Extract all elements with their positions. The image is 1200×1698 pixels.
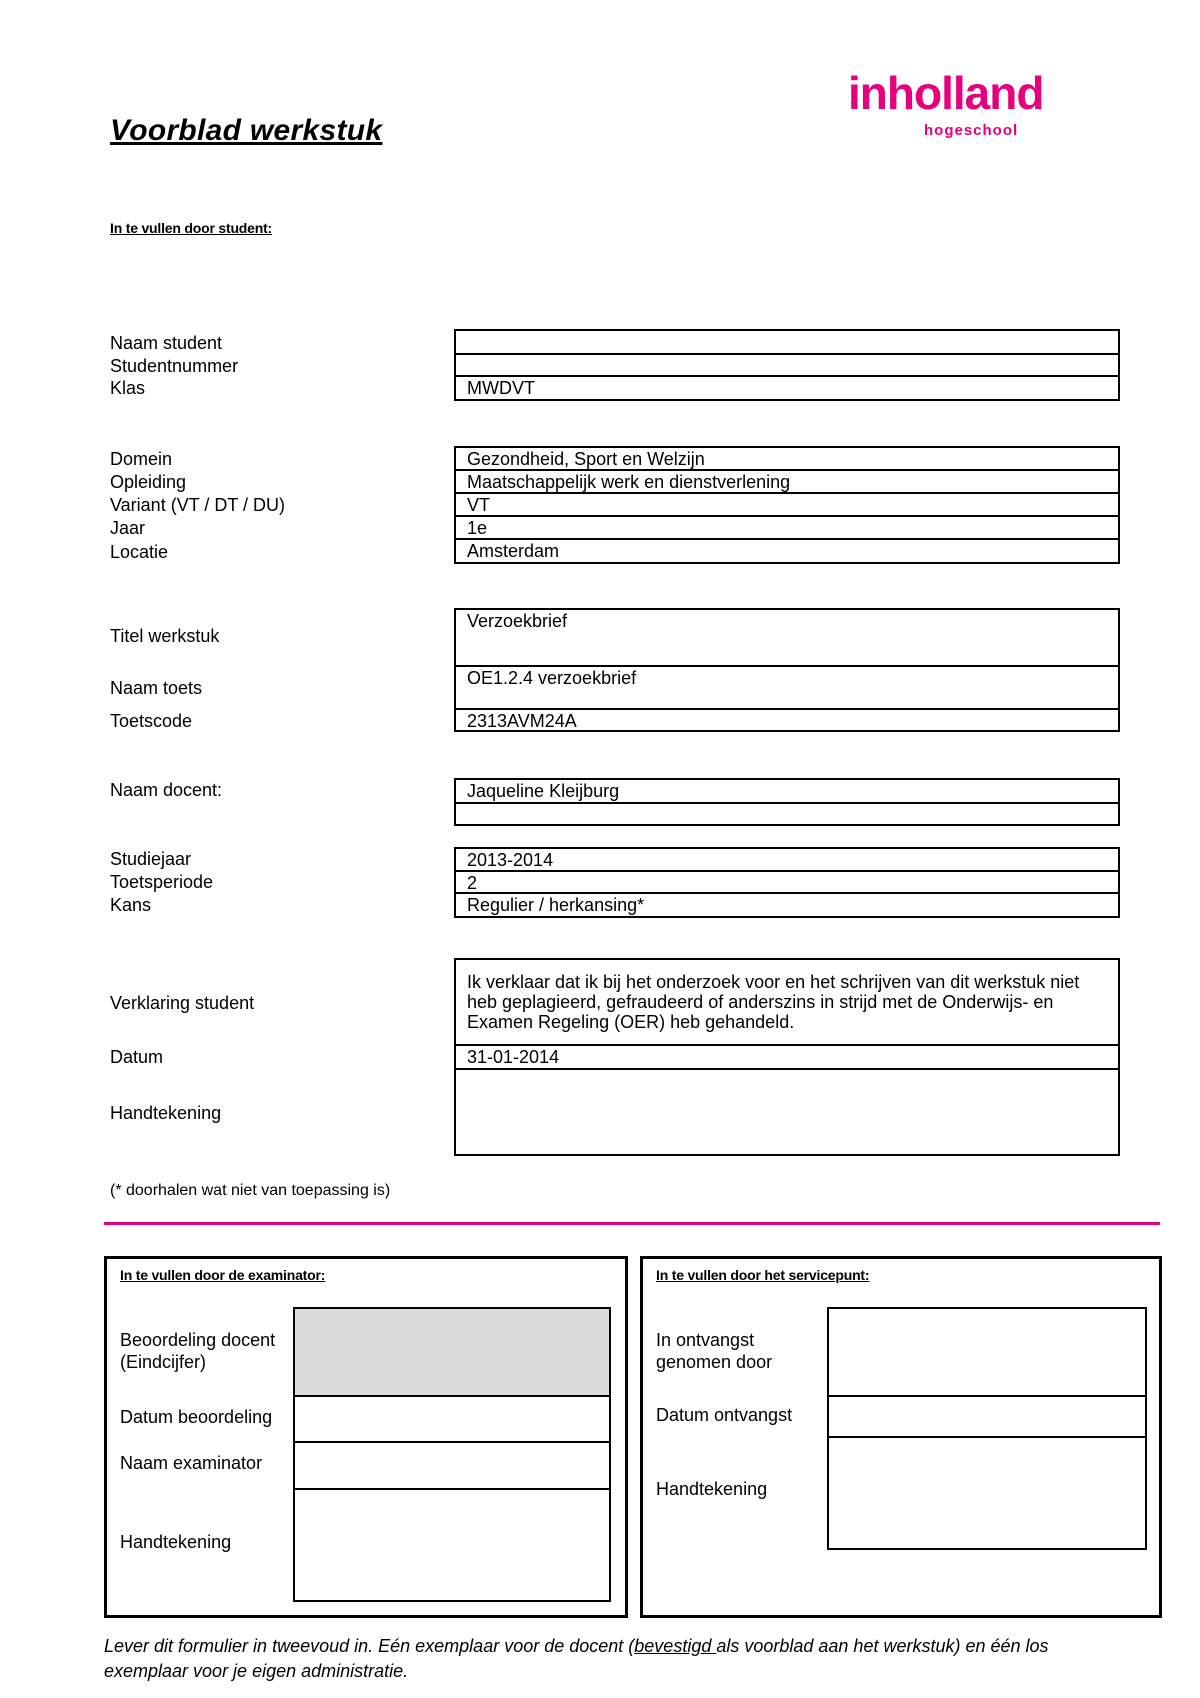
label-datum-beoordeling: Datum beoordeling bbox=[120, 1407, 273, 1427]
footer-instructions bbox=[104, 1634, 1104, 1684]
handtekening-servicepunt-field[interactable] bbox=[829, 1438, 1145, 1548]
label-titel-werkstuk: Titel werkstuk bbox=[110, 626, 220, 646]
label-datum: Datum bbox=[110, 1047, 164, 1067]
student-section-heading: In te vullen door student: bbox=[110, 220, 273, 236]
label-handtekening-examinator: Handtekening bbox=[120, 1532, 232, 1552]
section-divider bbox=[104, 1222, 1160, 1225]
student-info-table bbox=[454, 329, 1120, 401]
label-naam-docent: Naam docent: bbox=[110, 780, 223, 800]
page-title: Voorblad werkstuk bbox=[110, 114, 383, 147]
label-in-ontvangst: In ontvangst genomen door bbox=[656, 1330, 773, 1372]
examiner-section-heading: In te vullen door de examinator: bbox=[120, 1267, 326, 1283]
kans-field[interactable]: Regulier / herkansing* bbox=[467, 895, 645, 915]
datum-ontvangst-field[interactable] bbox=[829, 1397, 1145, 1438]
naam-student-field[interactable] bbox=[456, 331, 1118, 355]
label-naam-student: Naam student bbox=[110, 333, 223, 353]
handtekening-examinator-field[interactable] bbox=[295, 1490, 609, 1600]
naam-examinator-field[interactable] bbox=[295, 1443, 609, 1490]
domein-field[interactable]: Gezondheid, Sport en Welzijn bbox=[456, 448, 1118, 471]
label-domein: Domein bbox=[110, 449, 173, 469]
declaration-table bbox=[454, 958, 1120, 1156]
inholland-logo bbox=[848, 67, 1080, 152]
label-toetscode: Toetscode bbox=[110, 711, 193, 731]
label-handtekening-student: Handtekening bbox=[110, 1103, 222, 1123]
label-opleiding: Opleiding bbox=[110, 472, 187, 492]
label-beoordeling-docent: Beoordeling docent (Eindcijfer) bbox=[120, 1330, 276, 1372]
program-info-table bbox=[454, 446, 1120, 564]
naam-toets-field[interactable]: OE1.2.4 verzoekbrief bbox=[456, 667, 1118, 710]
label-naam-toets: Naam toets bbox=[110, 678, 203, 698]
label-locatie: Locatie bbox=[110, 542, 169, 562]
docent-extra-field[interactable] bbox=[456, 804, 1118, 824]
label-verklaring-student: Verklaring student bbox=[110, 993, 255, 1013]
opleiding-field[interactable]: Maatschappelijk werk en dienstverlening bbox=[456, 471, 1118, 494]
studiejaar-field[interactable]: 2013-2014 bbox=[456, 849, 1118, 872]
in-ontvangst-field[interactable] bbox=[829, 1309, 1145, 1397]
label-naam-examinator: Naam examinator bbox=[120, 1453, 263, 1473]
servicepoint-fields bbox=[827, 1307, 1147, 1550]
label-variant: Variant (VT / DT / DU) bbox=[110, 495, 286, 515]
titel-werkstuk-field[interactable]: Verzoekbrief bbox=[456, 610, 1118, 667]
klas-field[interactable]: MWDVT bbox=[467, 378, 535, 398]
naam-docent-field[interactable]: Jaqueline Kleijburg bbox=[456, 780, 1118, 804]
examiner-panel bbox=[104, 1256, 628, 1618]
footer-text-before: Lever dit formulier in tweevoud in. Eén exemplaar voor de docent ( bbox=[104, 1636, 635, 1656]
footer-text-after: als voorblad aan het werkstuk) en één los exemplaar voor je eigen administratie. bbox=[104, 1636, 1049, 1681]
assignment-info-table bbox=[454, 608, 1120, 732]
beoordeling-docent-field[interactable] bbox=[295, 1309, 609, 1397]
servicepoint-section-heading: In te vullen door het servicepunt: bbox=[656, 1267, 870, 1283]
datum-field[interactable]: 31-01-2014 bbox=[456, 1046, 1118, 1070]
label-jaar: Jaar bbox=[110, 518, 146, 538]
strike-note: (* doorhalen wat niet van toepassing is) bbox=[110, 1182, 391, 1199]
label-datum-ontvangst: Datum ontvangst bbox=[656, 1405, 793, 1425]
datum-beoordeling-field[interactable] bbox=[295, 1397, 609, 1443]
studentnummer-field[interactable] bbox=[456, 355, 1118, 377]
footer-underlined: bevestigd bbox=[634, 1636, 717, 1656]
label-studiejaar: Studiejaar bbox=[110, 849, 192, 869]
label-toetsperiode: Toetsperiode bbox=[110, 872, 214, 892]
toetscode-field[interactable]: 2313AVM24A bbox=[467, 711, 577, 730]
variant-field[interactable]: VT bbox=[456, 494, 1118, 517]
label-studentnummer: Studentnummer bbox=[110, 356, 239, 376]
docent-info-table bbox=[454, 778, 1120, 826]
logo-sub-text: hogeschool bbox=[924, 122, 1019, 139]
servicepoint-panel bbox=[640, 1256, 1162, 1618]
handtekening-student-field[interactable] bbox=[456, 1070, 1118, 1154]
period-info-table bbox=[454, 847, 1120, 918]
locatie-field[interactable]: Amsterdam bbox=[467, 541, 560, 561]
label-handtekening-servicepunt: Handtekening bbox=[656, 1479, 768, 1499]
toetsperiode-field[interactable]: 2 bbox=[456, 872, 1118, 894]
verklaring-text: Ik verklaar dat ik bij het onderzoek voor en het schrijven van dit werkstuk niet heb geplagieerd, gefraudeerd of anderszins in strijd met de Onderwijs- en Examen Regeling (OER) heb gehandeld. bbox=[456, 960, 1118, 1046]
label-kans: Kans bbox=[110, 895, 152, 915]
jaar-field[interactable]: 1e bbox=[456, 517, 1118, 540]
label-klas: Klas bbox=[110, 378, 146, 398]
examiner-fields bbox=[293, 1307, 611, 1602]
logo-main-text: inholland bbox=[848, 67, 1044, 119]
